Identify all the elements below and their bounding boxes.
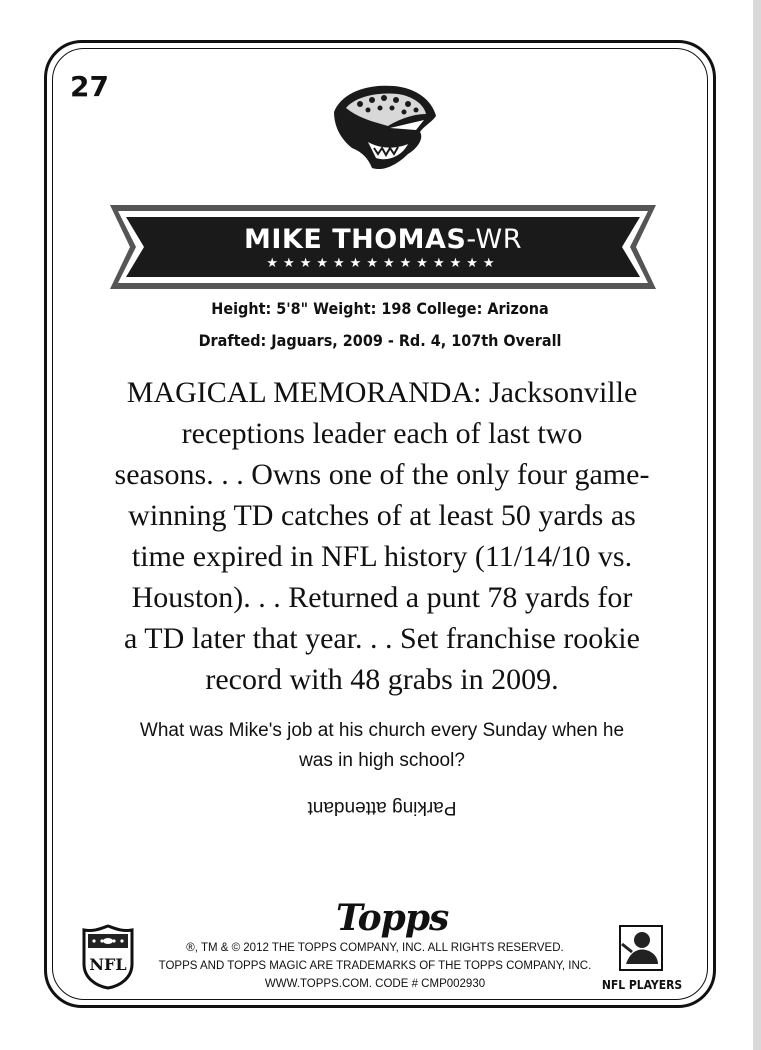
bio-line-1: Height: 5'8" Weight: 198 College: Arizona <box>211 299 549 318</box>
trivia-answer-upside-down: Parking attendant <box>307 797 457 818</box>
memo-line: record with 48 grabs in 2009. <box>205 663 559 696</box>
nfl-players-label: NFL PLAYERS <box>601 978 683 992</box>
jaguar-logo-icon <box>328 82 440 174</box>
question-line-1: What was Mike's job at his church every Sunday when he <box>139 720 625 741</box>
player-position: -WR <box>466 224 522 255</box>
legal-line-2: TOPPS AND TOPPS MAGIC ARE TRADEMARKS OF THE TOPPS COMPANY, INC. <box>158 960 592 972</box>
memo-line: winning TD catches of at least 50 yards as <box>128 499 636 532</box>
memo-line: receptions leader each of last two <box>181 417 583 450</box>
trivia-question <box>104 716 660 776</box>
memo-line: MAGICAL MEMORANDA: Jacksonville <box>126 376 638 409</box>
memo-line: time expired in NFL history (11/14/10 vs. <box>131 540 633 573</box>
player-name-line <box>108 224 658 255</box>
card-edge <box>753 0 761 1050</box>
topps-logo: Topps <box>336 897 449 939</box>
magical-memoranda <box>104 372 660 700</box>
legal-line-1: ®, TM & © 2012 THE TOPPS COMPANY, INC. ALL RIGHTS RESERVED. <box>186 942 564 954</box>
question-line-2: was in high school? <box>299 750 465 771</box>
nfl-shield-icon <box>80 924 136 990</box>
memo-line: seasons. . . Owns one of the only four game- <box>114 458 650 491</box>
legal-line-3: WWW.TOPPS.COM. CODE # CMP002930 <box>264 978 486 990</box>
card-number: 27 <box>70 70 109 103</box>
player-name: MIKE THOMAS <box>244 224 467 255</box>
memo-line: a TD later that year. . . Set franchise rookie <box>124 622 640 655</box>
bio-line-2: Drafted: Jaguars, 2009 - Rd. 4, 107th Overall <box>198 331 562 350</box>
nfl-logo-text: NFL <box>89 955 127 974</box>
banner-stars: ★★★★★★★★★★★★★★ <box>266 256 500 271</box>
memo-line: Houston). . . Returned a punt 78 yards for <box>131 581 633 614</box>
